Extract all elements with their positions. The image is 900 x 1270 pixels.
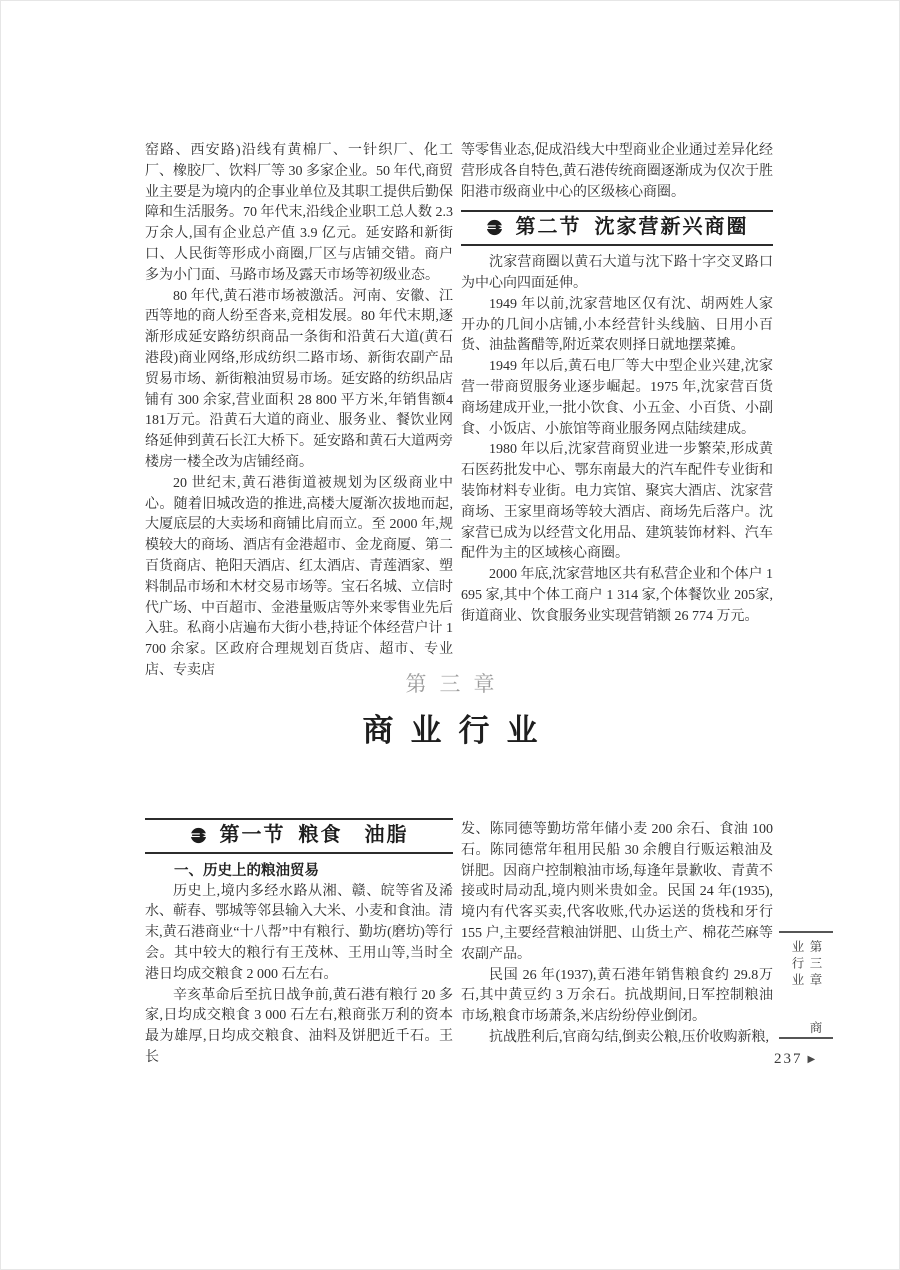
paragraph: 20 世纪末,黄石港街道被规划为区级商业中心。随着旧城改造的推进,高楼大厦渐次拔地而起,大厦底层的大卖场和商铺比肩而立。至 2000 年,规模较大的商场、酒店有金港超市、金龙商厦、第二百货商店、艳阳天酒店、红太酒店、青莲酒家、塑料制品市场和木材交易市场等。宝石名城、立信时代广场、中百超市、金港量贩店等外来零售业先后入驻。私商小店遍布大街小巷,持证个体经营户计 1 700 余家。区政府合理规划百货店、超市、专业店、专卖店 bbox=[145, 475, 453, 678]
paragraph: 民国 26 年(1937),黄石港年销售粮食约 29.8万石,其中黄豆约 3 万余石。抗战期间,日军控制粮油市场,粮食市场萧条,米店纷纷停业倒闭。 bbox=[461, 967, 773, 1025]
margin-chapter-tab bbox=[779, 931, 833, 1039]
section-title: 粮食 油脂 bbox=[298, 824, 409, 846]
section-header-shenjiaying bbox=[461, 210, 773, 246]
paragraph: 抗战胜利后,官商勾结,倒卖公粮,压价收购新粮, bbox=[489, 1029, 769, 1045]
bottom-right-column bbox=[461, 820, 773, 1049]
paragraph: 等零售业态,促成沿线大中型商业企业通过差异化经营形成各自特色,黄石港传统商圈逐渐成为仅次于胜阳港市级商业中心的区级核心商圈。 bbox=[461, 143, 773, 200]
section-marker-icon bbox=[190, 827, 207, 844]
paragraph: 沈家营商圈以黄石大道与沈下路十字交叉路口为中心向四面延伸。 bbox=[461, 255, 773, 291]
chapter-title: 商业行业 bbox=[362, 713, 555, 748]
margin-chapter-text bbox=[788, 933, 824, 1037]
section-number: 第二节 bbox=[515, 216, 582, 239]
paragraph: 80 年代,黄石港市场被激活。河南、安徽、江西等地的商人纷至沓来,竞相发展。80 年代末期,逐渐形成延安路纺织商品一条街和沿黄石大道(黄石港段)商业网络,形成纺织二路市场、新街农副产品贸易市场、新街粮油贸易市场。延安路的纺织品店铺有 300 余家,营业面积 28 800 平方米,年销售额4 181万元。沿黄石大道的商业、服务业、餐饮业网络延伸到黄石长江大桥下。延安路和黄石大道两旁楼房一楼全改为店铺经商。 bbox=[145, 288, 453, 470]
top-right-column bbox=[461, 141, 773, 628]
paragraph: 2000 年底,沈家营地区共有私营企业和个体户 1 695 家,其中个体工商户 1 314 家,个体餐饮业 205家,街道商业、饮食服务业实现营销额 26 774 万元。 bbox=[461, 567, 773, 624]
subsection-heading: 一、历史上的粮油贸易 bbox=[174, 862, 319, 879]
chapter-heading bbox=[136, 668, 764, 750]
top-left-column bbox=[145, 141, 453, 682]
paragraph: 1980 年以后,沈家营商贸业进一步繁荣,形成黄石医药批发中心、鄂东南最大的汽车配件专业街和装饰材料专业街。电力宾馆、聚宾大酒店、沈家营商场、王家里商场等较大酒店、商场先后落户。沈家营已成为以经营文化用品、建筑装饰材料、汽车配件为主的区域核心商圈。 bbox=[461, 442, 773, 562]
section-number: 第一节 bbox=[219, 824, 286, 846]
page-number-value: 237 bbox=[774, 1051, 803, 1067]
paragraph: 窑路、西安路)沿线有黄棉厂、一针织厂、化工厂、橡胶厂、饮料厂等 30 多家企业。50 年代,商贸业主要是为境内的企事业单位及其职工提供后勤保障和生活服务。70 年代末,沿线企业职工总人数 2.3 万余人,国有企业总产值 3.9 亿元。延安路和新街口、人民街等形成小商圈,厂区与店铺交错。商户多为小门面、马路市场及露天市场等初级业态。 bbox=[145, 143, 453, 283]
paragraph: 辛亥革命后至抗日战争前,黄石港有粮行 20 多家,日均成交粮食 3 000 石左右,粮商张万利的资本最为雄厚,日均成交粮食、油料及饼肥近千石。王长 bbox=[145, 987, 453, 1065]
section-title: 沈家营新兴商圈 bbox=[594, 216, 749, 239]
bottom-left-column bbox=[145, 818, 453, 1069]
chapter-number: 第三章 bbox=[405, 672, 508, 696]
section-marker-icon bbox=[486, 219, 503, 236]
paragraph: 历史上,境内多经水路从湘、赣、皖等省及浠水、蕲春、鄂城等邻县输入大米、小麦和食油。清末,黄石港商业“十八帮”中有粮行、勤坊(磨坊)等行会。其中较大的粮行有王茂林、王用山等,当时全港日均成交粮食 2 000 石左右。 bbox=[145, 883, 453, 982]
paragraph: 发、陈同德等勤坊常年储小麦 200 余石、食油 100石。陈同德常年租用民船 30 余艘自行贩运粮油及饼肥。因商户控制粮油市场,每逢年景歉收、青黄不接或时局动乱,境内则米贵如金。民国 24 年(1935),境内有代客买卖,代客收账,代办运送的货栈和牙行 155 户,主要经营粮油饼肥、山货土产、棉花苎麻等农副产品。 bbox=[461, 822, 773, 962]
page-number bbox=[774, 1051, 815, 1068]
margin-chapter-number: 第三章 bbox=[808, 940, 822, 990]
paragraph: 1949 年以后,黄石电厂等大中型企业兴建,沈家营一带商贸服务业逐步崛起。1975 年,沈家营百货商场建成开业,一批小饮食、小五金、小百货、小副食、小饭店、小旅馆等商业服务网点陆续建成。 bbox=[461, 359, 773, 437]
page-number-arrow-icon: ▶ bbox=[807, 1054, 816, 1065]
section-header-grain-oil bbox=[145, 818, 453, 854]
paragraph: 1949 年以前,沈家营地区仅有沈、胡两姓人家开办的几间小店铺,小本经营针头线脑、日用小百货、油盐酱醋等,附近菜农则择日就地摆菜摊。 bbox=[461, 296, 773, 354]
margin-chapter-title: 商业行业 bbox=[790, 940, 822, 1037]
